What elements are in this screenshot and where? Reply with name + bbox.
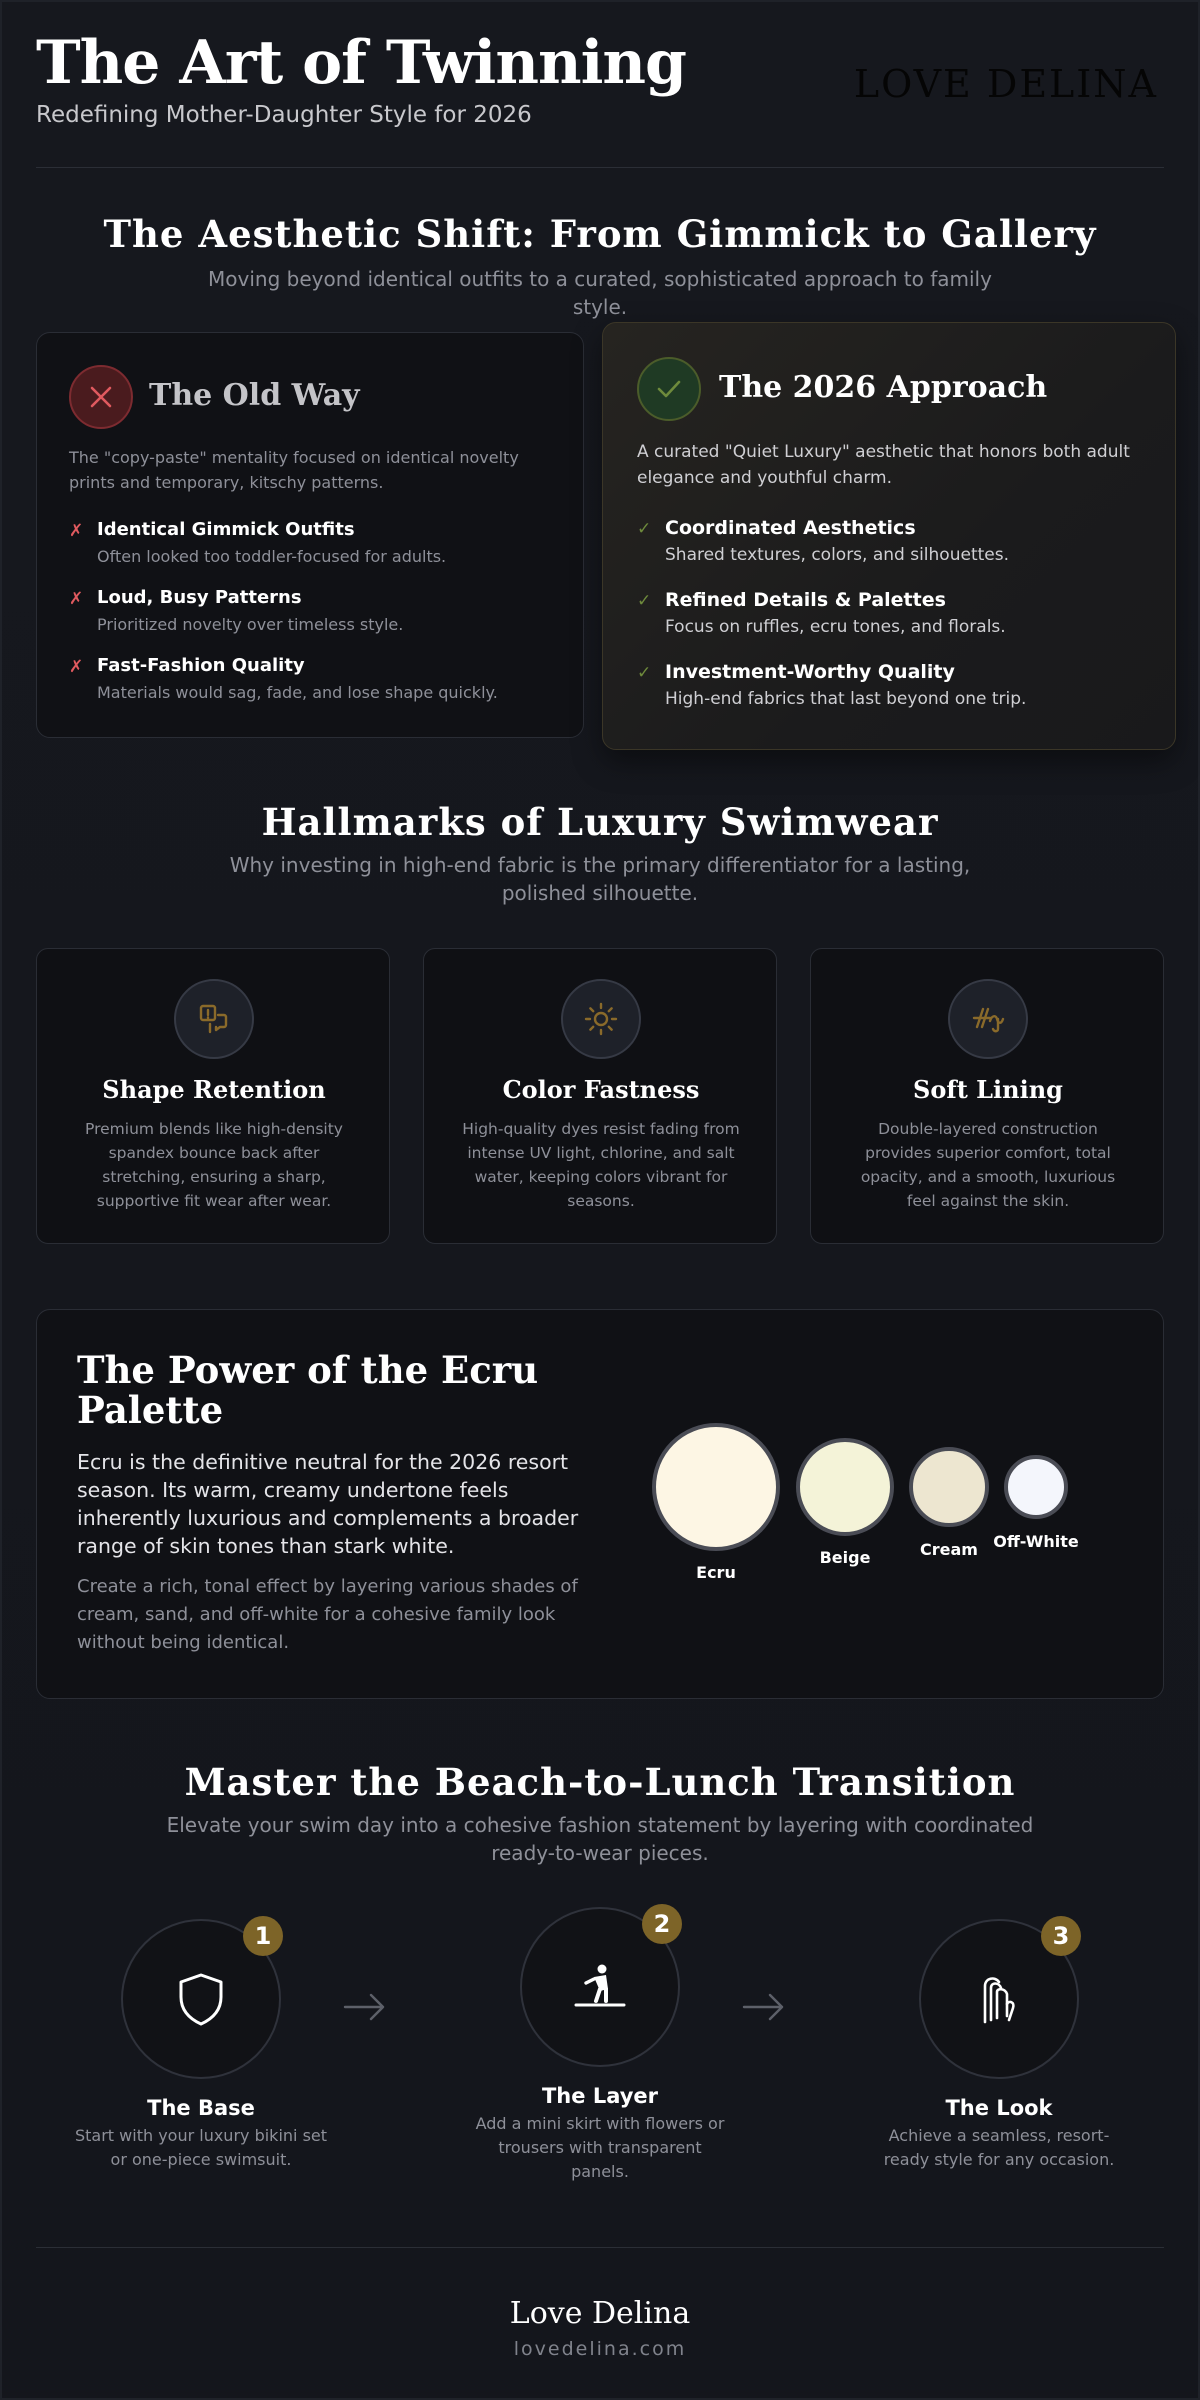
feature-desc: Premium blends like high-density spandex bounce back after stretching, ensuring a sharp, supportive fit wear after wear. [85, 1120, 343, 1210]
list-item-title: Loud, Busy Patterns [97, 587, 302, 608]
list-item-title: Refined Details & Palettes [665, 589, 946, 611]
footer-brand: Love Delina [509, 2296, 691, 2331]
step-number-badge: 3 [1041, 1916, 1081, 1956]
feature-title: Color Fastness [502, 1075, 700, 1104]
feature-card-shape-retention [36, 948, 390, 1244]
hallmarks-section-subtitle: Why investing in high-end fabric is the primary differentiator for a lasting, polished silhouette. [229, 853, 971, 905]
list-item-desc: Focus on ruffles, ecru tones, and florals. [665, 617, 1006, 637]
list-item-title: Fast-Fashion Quality [97, 655, 305, 676]
transition-section-title: Master the Beach-to-Lunch Transition [184, 1760, 1016, 1804]
step-desc: Start with your luxury bikini set or one-piece swimsuit. [74, 2126, 328, 2169]
cross-mark-icon: ✗ [69, 589, 84, 609]
hand-icon [979, 1972, 1019, 2026]
step-desc: Add a mini skirt with flowers or trousers with transparent panels. [475, 2114, 725, 2181]
page-title: The Art of Twinning [36, 28, 686, 98]
check-mark-icon: ✓ [637, 519, 652, 539]
list-item-title: Investment-Worthy Quality [665, 661, 955, 683]
list-item-desc: Shared textures, colors, and silhouettes. [665, 545, 1009, 565]
list-item-desc: Materials would sag, fade, and lose shape quickly. [97, 683, 498, 702]
close-icon [87, 383, 115, 411]
palette-title: The Power of the Ecru Palette [77, 1348, 539, 1432]
feature-title: Shape Retention [102, 1075, 326, 1104]
step-title: The Look [945, 2096, 1053, 2120]
feature-desc: High-quality dyes resist fading from intense UV light, chlorine, and salt water, keeping colors vibrant for seasons. [462, 1120, 740, 1210]
transition-section-subtitle: Elevate your swim day into a cohesive fashion statement by layering with coordinated ready-to-wear pieces. [166, 1813, 1034, 1865]
brand-logo[interactable]: LOVE DELINA [853, 62, 1158, 106]
step-title: The Layer [541, 2084, 659, 2108]
step-desc: Achieve a seamless, resort-ready style for any occasion. [883, 2126, 1115, 2169]
old-way-card [36, 332, 584, 738]
list-item-title: Coordinated Aesthetics [665, 517, 916, 539]
check-mark-icon: ✓ [637, 591, 652, 611]
check-icon [654, 374, 684, 404]
old-way-desc: The "copy-paste" mentality focused on identical novelty prints and temporary, kitschy patterns. [69, 448, 519, 492]
shift-section-title: The Aesthetic Shift: From Gimmick to Gallery [103, 212, 1097, 256]
feature-title: Soft Lining [913, 1075, 1063, 1104]
palette-body: Create a rich, tonal effect by layering various shades of cream, sand, and off-white for a cohesive family look without being identical. [77, 1576, 578, 1653]
footer-divider [36, 2247, 1164, 2248]
stretch-icon [174, 979, 254, 1059]
old-way-title: The Old Way [149, 378, 360, 413]
step-title: The Base [147, 2096, 255, 2120]
swatch-label: Beige [819, 1548, 871, 1567]
header-divider [36, 167, 1164, 168]
new-approach-title: The 2026 Approach [719, 370, 1048, 405]
check-badge [637, 357, 701, 421]
swatch-off-white [1004, 1455, 1068, 1519]
cross-mark-icon: ✗ [69, 657, 84, 677]
new-approach-desc: A curated "Quiet Luxury" aesthetic that honors both adult elegance and youthful charm. [637, 442, 1130, 488]
swatch-label: Cream [920, 1540, 978, 1559]
swatch-label: Ecru [696, 1563, 736, 1582]
step-number-badge: 1 [243, 1916, 283, 1956]
feature-card-color-fastness [423, 948, 777, 1244]
arrow-right-icon [742, 1992, 786, 2022]
sun-icon [561, 979, 641, 1059]
new-approach-card [602, 322, 1176, 750]
list-item-desc: High-end fabrics that last beyond one trip. [665, 689, 1027, 709]
cross-mark-icon: ✗ [69, 521, 84, 541]
arrow-right-icon [343, 1992, 387, 2022]
page-subtitle: Redefining Mother-Daughter Style for 2026 [36, 102, 532, 128]
swatch-ecru [652, 1423, 780, 1551]
shift-section-subtitle: Moving beyond identical outfits to a curated, sophisticated approach to family style. [208, 267, 992, 319]
figure-icon [572, 1963, 628, 2011]
x-badge [69, 365, 133, 429]
layers-icon [948, 979, 1028, 1059]
feature-card-soft-lining [810, 948, 1164, 1244]
feature-desc: Double-layered construction provides superior comfort, total opacity, and a smooth, luxurious feel against the skin. [860, 1120, 1116, 1210]
hallmarks-section-title: Hallmarks of Luxury Swimwear [261, 800, 939, 844]
swatch-label: Off-White [993, 1532, 1079, 1551]
swatch-beige [796, 1438, 894, 1536]
list-item-title: Identical Gimmick Outfits [97, 519, 355, 540]
list-item-desc: Prioritized novelty over timeless style. [97, 615, 404, 634]
shield-icon [176, 1971, 226, 2027]
list-item-desc: Often looked too toddler-focused for adults. [97, 547, 447, 566]
page-header [36, 28, 1164, 168]
step-number-badge: 2 [642, 1904, 682, 1944]
check-mark-icon: ✓ [637, 663, 652, 683]
swatch-cream [909, 1447, 989, 1527]
palette-lead: Ecru is the definitive neutral for the 2026 resort season. Its warm, creamy undertone feels inherently luxurious and complements a broader range of skin tones than stark white. [77, 1450, 579, 1558]
ecru-palette-card [36, 1309, 1164, 1699]
footer-website-link[interactable]: lovedelina.com [513, 2338, 687, 2360]
